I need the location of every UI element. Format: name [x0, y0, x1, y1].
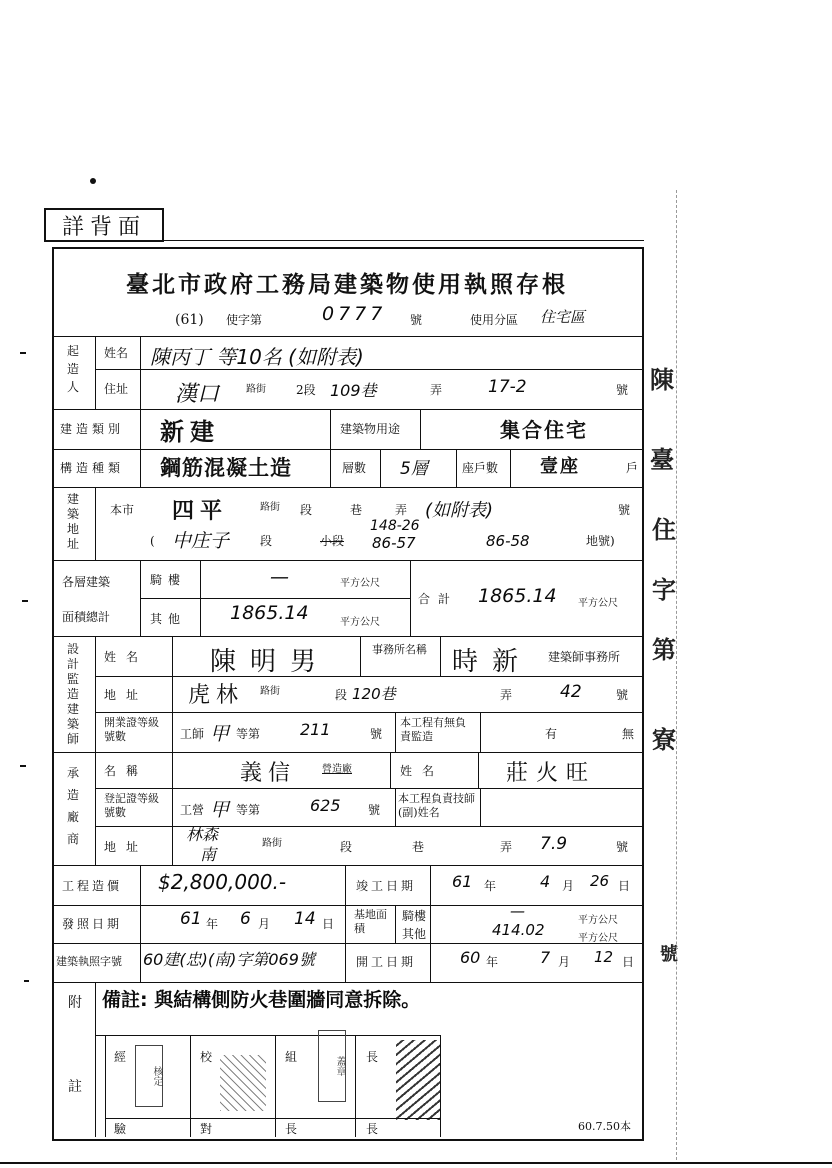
- designer-cert-prefix: 工師: [180, 727, 205, 741]
- rule-13: [95, 826, 642, 827]
- contractor-cert-hao: 號: [368, 803, 381, 817]
- license-year: (61): [175, 312, 204, 328]
- area-arcade-value: —: [270, 566, 289, 588]
- designer-supervise-value1: 有: [545, 727, 558, 741]
- tag-underline: [44, 240, 644, 241]
- area-arcade-unit: 平方公尺: [340, 578, 380, 589]
- form-code: 60.7.50本: [578, 1120, 631, 1133]
- rule-sign-top: [95, 1035, 440, 1036]
- build-type-value: 新建: [160, 417, 220, 446]
- rule-17: [52, 982, 642, 983]
- col-sign-3: [275, 1035, 276, 1137]
- col-des-5: [172, 676, 173, 712]
- designer-addr-hao: 號: [616, 688, 629, 702]
- area-other-unit: 平方公尺: [340, 617, 380, 628]
- units-unit: 戶: [626, 461, 639, 475]
- side-mark-3: 住: [652, 515, 676, 544]
- complete-day-unit: 日: [618, 879, 631, 893]
- site-lot-suffix: 地號): [586, 534, 615, 548]
- site-alley-word: 弄: [395, 503, 408, 517]
- signature-scribble-2: [396, 1040, 440, 1120]
- applicant-name-value: 陳丙丁 等10名 (如附表): [150, 345, 364, 369]
- units-label: 座戶數: [462, 461, 499, 475]
- contractor-name-value: 義信: [240, 761, 297, 786]
- area-total-unit: 平方公尺: [578, 598, 618, 609]
- col-des-7: [395, 712, 396, 752]
- side-mark-1: 陳: [650, 365, 674, 394]
- col-des-6: [172, 712, 173, 752]
- rule-7: [140, 598, 410, 599]
- rule-18: [105, 1118, 440, 1119]
- area-label-bottom: 面積總計: [62, 610, 111, 624]
- signoff-row-1: 驗: [114, 1122, 127, 1136]
- scan-artifact-left-1: [20, 352, 26, 354]
- contractor-addr-value2: 南: [200, 845, 217, 864]
- designer-addr-road: 路街: [260, 686, 280, 697]
- contractor-cert-prefix: 工營: [180, 803, 205, 817]
- contractor-addr-label: 地址: [104, 840, 149, 854]
- complete-year-unit: 年: [484, 879, 497, 893]
- rule-11: [52, 752, 642, 753]
- site-lane-word: 巷: [350, 503, 363, 517]
- start-year-value: 60: [460, 948, 481, 967]
- build-type-label: 建造類別: [60, 422, 125, 436]
- contractor-addr-no: 7.9: [540, 834, 568, 854]
- designer-name-value: 陳明男: [210, 647, 331, 677]
- contractor-addr-alley: 弄: [500, 840, 513, 854]
- zone-value: 住宅區: [540, 308, 586, 326]
- struct-value: 鋼筋混凝土造: [160, 455, 292, 480]
- rule-12: [95, 788, 642, 789]
- notes-label-top: 附: [68, 995, 82, 1011]
- designer-addr-label: 地址: [104, 688, 149, 702]
- side-edge-line: [676, 190, 677, 1160]
- col-applicant: [95, 336, 96, 409]
- contractor-name-suffix: 營造廠: [322, 764, 352, 775]
- complete-year-value: 61: [452, 872, 473, 891]
- site-lot-numbers2: 86-57: [372, 534, 416, 552]
- site-hao: 號: [618, 503, 631, 517]
- applicant-addr-section: 2段: [296, 383, 316, 397]
- designer-cert-no: 211: [300, 720, 331, 739]
- rule-10: [95, 712, 642, 713]
- start-day-unit: 日: [622, 955, 635, 969]
- side-mark-7: 號: [660, 944, 678, 965]
- col-applicant-2: [140, 336, 141, 409]
- floors-label: 層數: [342, 461, 367, 475]
- col-site: [95, 487, 96, 560]
- applicant-section-label: 起造人: [66, 344, 79, 394]
- designer-office-suffix: 建築師事務所: [548, 650, 621, 664]
- contractor-addr-hao: 號: [616, 840, 629, 854]
- start-month-value: 7: [540, 948, 551, 967]
- col-con-4: [395, 788, 396, 826]
- site-section-word: 段: [300, 503, 313, 517]
- land-arcade-unit: 平方公尺: [578, 915, 618, 926]
- designer-addr-lane: 120巷: [352, 685, 396, 703]
- complete-day-value: 26: [590, 872, 610, 890]
- col-des-2: [172, 636, 173, 676]
- land-other-label: 其他: [402, 927, 427, 941]
- designer-addr-section: 段: [335, 688, 348, 702]
- land-other-value: 414.02: [492, 921, 545, 939]
- applicant-addr-value: 漢口: [175, 382, 220, 407]
- designer-office-value: 時新: [452, 647, 533, 677]
- issue-day-unit: 日: [322, 917, 335, 931]
- designer-cert-mid: 等第: [236, 727, 261, 741]
- designer-supervise-value2: 無: [622, 727, 635, 741]
- notes-remark: 備註: 與結構側防火巷圍牆同意拆除。: [102, 989, 421, 1011]
- cost-label: 工程造價: [62, 879, 123, 893]
- applicant-addr-hao: 號: [616, 383, 629, 397]
- col-con-5: [480, 788, 481, 826]
- contractor-tech-label: 本工程負責技師(副)姓名: [398, 792, 475, 819]
- col-sch-2: [345, 865, 346, 982]
- units-value: 壹座: [540, 456, 580, 477]
- bottom-rule: [0, 1162, 832, 1164]
- col-type-1: [140, 409, 141, 487]
- designer-addr-no: 42: [560, 682, 582, 702]
- site-lot-xiaoduan: 小段: [320, 534, 345, 548]
- signoff-label-3: 組: [285, 1050, 298, 1064]
- area-total-value: 1865.14: [478, 585, 557, 607]
- designer-name-label: 姓名: [104, 650, 149, 664]
- contractor-cert-grade: 甲: [210, 799, 230, 821]
- contractor-person-value: 莊火旺: [506, 761, 597, 786]
- rule-5: [52, 487, 642, 488]
- approval-stamp-2: 蓋章: [318, 1030, 346, 1102]
- site-road-value: 四平: [172, 498, 229, 524]
- site-lot-numbers: 148-26: [370, 518, 420, 534]
- contractor-addr-road: 路街: [262, 838, 282, 849]
- side-mark-2: 臺: [650, 445, 674, 474]
- contractor-person-label: 姓名: [400, 764, 445, 778]
- license-prefix: 使字第: [226, 313, 263, 327]
- contractor-addr-value: 林森: [186, 825, 219, 844]
- col-con-2: [390, 752, 391, 788]
- land-arcade-label: 騎樓: [402, 909, 427, 923]
- issue-year-value: 61: [180, 909, 202, 929]
- designer-section-label: 設計監造建築師: [66, 642, 79, 746]
- col-sign-2: [190, 1035, 191, 1137]
- issue-day-value: 14: [294, 909, 316, 929]
- col-type-3: [420, 409, 421, 449]
- site-lot-numbers3: 86-58: [486, 532, 530, 550]
- scan-artifact-left-2: [22, 600, 28, 602]
- license-suffix: 號: [410, 313, 423, 327]
- struct-label: 構造種類: [60, 461, 125, 475]
- signoff-label-2: 校: [200, 1050, 213, 1064]
- designer-addr-value: 虎林: [188, 683, 245, 708]
- land-label: 基地面積: [354, 908, 387, 935]
- side-mark-5: 第: [652, 635, 676, 664]
- area-other-label: 其他: [150, 612, 187, 626]
- area-other-value: 1865.14: [230, 602, 309, 624]
- col-sign-4: [355, 1035, 356, 1137]
- detail-back-tag: 詳背面: [44, 208, 164, 242]
- designer-supervise-label: 本工程有無負責監造: [400, 716, 466, 743]
- rule-9: [95, 676, 642, 677]
- license-number: 0777: [322, 303, 387, 325]
- col-con-1: [172, 752, 173, 865]
- area-label-top: 各層建築: [62, 575, 111, 589]
- start-year-unit: 年: [486, 955, 499, 969]
- applicant-addr-label: 住址: [104, 382, 129, 396]
- site-road-street: 路街: [260, 502, 280, 513]
- contractor-cert-no: 625: [310, 796, 341, 815]
- signoff-label-4: 長: [366, 1050, 379, 1064]
- issue-label: 發照日期: [62, 917, 123, 931]
- start-day-value: 12: [594, 948, 614, 966]
- start-label: 開工日期: [356, 955, 417, 969]
- signoff-row-4: 長: [366, 1122, 379, 1136]
- col-type-6: [510, 449, 511, 487]
- scan-artifact-left-4: [24, 980, 29, 982]
- permit-value: 60建(忠)(南)字第069號: [143, 950, 315, 969]
- zone-label: 使用分區: [470, 313, 519, 327]
- contractor-addr-section: 段: [340, 840, 353, 854]
- approval-stamp-1: 核定: [135, 1045, 163, 1107]
- issue-year-unit: 年: [206, 917, 219, 931]
- side-mark-6: 寮: [652, 725, 676, 754]
- signature-scribble-1: [220, 1055, 266, 1111]
- complete-month-unit: 月: [562, 879, 575, 893]
- col-des-4: [440, 636, 441, 676]
- contractor-cert-mid: 等第: [236, 803, 261, 817]
- complete-month-value: 4: [540, 872, 551, 891]
- col-sign-5: [440, 1035, 441, 1137]
- contractor-addr-lane: 巷: [412, 840, 425, 854]
- floors-value: 5層: [400, 459, 428, 479]
- site-lot-section: 中庄子: [172, 530, 230, 552]
- col-area-1: [140, 560, 141, 636]
- col-des-1: [95, 636, 96, 865]
- designer-cert-label: 開業證等級號數: [104, 716, 159, 743]
- applicant-name-label: 姓名: [104, 346, 129, 360]
- col-sign-1: [105, 1035, 106, 1137]
- col-notes-1: [95, 982, 96, 1137]
- col-sch-4: [395, 905, 396, 943]
- applicant-addr-no: 17-2: [488, 377, 527, 397]
- complete-label: 竣工日期: [356, 879, 417, 893]
- build-use-label: 建築物用途: [340, 422, 401, 436]
- area-arcade-label: 騎樓: [150, 573, 187, 587]
- land-other-unit: 平方公尺: [578, 933, 618, 944]
- col-type-2: [330, 409, 331, 487]
- contractor-name-label: 名稱: [104, 764, 149, 778]
- start-month-unit: 月: [558, 955, 571, 969]
- site-section-label: 建築地址: [66, 492, 79, 551]
- scan-artifact-top: [90, 178, 96, 184]
- col-sch-3: [430, 865, 431, 982]
- scan-artifact-left-3: [20, 765, 26, 767]
- issue-month-value: 6: [240, 909, 251, 929]
- site-lot-duan: 段: [260, 534, 273, 548]
- contractor-cert-label: 登記證等級號數: [104, 792, 159, 819]
- land-arcade-value: —: [510, 902, 525, 920]
- permit-label: 建築執照字號: [56, 955, 122, 968]
- rule-8: [52, 636, 642, 637]
- applicant-addr-road: 路街: [246, 384, 266, 395]
- col-type-4: [380, 449, 381, 487]
- applicant-addr-lane: 109巷: [330, 381, 377, 400]
- col-con-3: [478, 752, 479, 788]
- col-type-5: [456, 449, 457, 487]
- signoff-row-2: 對: [200, 1122, 213, 1136]
- form-title: 臺北市政府工務局建築物使用執照存根: [126, 271, 568, 298]
- site-address-note: (如附表): [425, 500, 494, 521]
- area-total-label: 合計: [418, 592, 459, 606]
- cost-value: $2,800,000.-: [158, 870, 287, 894]
- site-city: 本市: [110, 503, 135, 517]
- col-des-8: [480, 712, 481, 752]
- notes-label-bottom: 註: [68, 1079, 82, 1095]
- signoff-row-3: 長: [285, 1122, 298, 1136]
- contractor-section-label: 承造廠商: [66, 766, 79, 846]
- col-des-3: [360, 636, 361, 676]
- designer-office-label: 事務所名稱: [372, 643, 427, 656]
- side-mark-4: 字: [652, 575, 676, 604]
- applicant-addr-alley: 弄: [430, 383, 443, 397]
- signoff-label-1: 經: [114, 1050, 127, 1064]
- designer-cert-hao: 號: [370, 727, 383, 741]
- col-area-3: [410, 560, 411, 636]
- site-lot-prefix: (: [150, 534, 155, 548]
- col-sch-1: [140, 865, 141, 982]
- designer-addr-alley: 弄: [500, 688, 513, 702]
- col-area-2: [200, 560, 201, 636]
- build-use-value: 集合住宅: [500, 418, 588, 442]
- designer-cert-grade: 甲: [210, 723, 230, 745]
- issue-month-unit: 月: [258, 917, 271, 931]
